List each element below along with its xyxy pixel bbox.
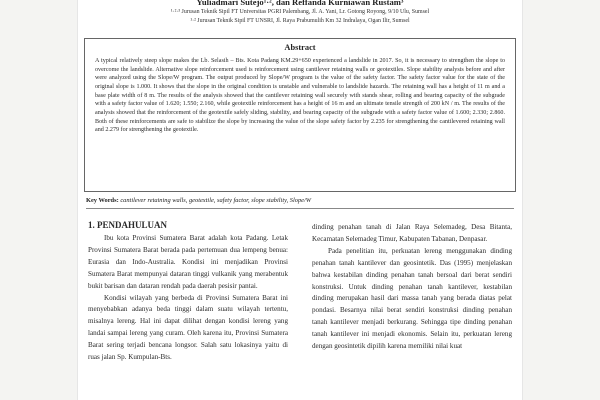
left-column [88, 219, 288, 364]
keywords-text: cantilever retaining walls, geotextile, safety factor, slope stability, Slope/W [118, 197, 312, 204]
abstract-title: Abstract [284, 43, 316, 52]
keywords [86, 196, 514, 209]
paper-page [78, 0, 522, 400]
affiliation-2: ¹·² Jurusan Teknik Sipil FT UNSRI, Jl. Raya Prabumulih Km 32 Indralaya, Ogan Ilir, Sumsel [190, 18, 410, 24]
paragraph: Ibu kota Provinsi Sumatera Barat adalah kota Padang. Letak Provinsi Sumatera Barat berada pada pertemuan dua lempeng benua: Eurasia dan Indo-Australia. Kondisi ini menjadikan Provinsi Sumatera Barat mempunyai dataran tinggi vulkanik yang merabentuk bukit barisan dan dataran rendah pada daerah pesisir pantai. [88, 234, 288, 290]
author-line: Yuliadmari Sutejo¹·², dan Reffanda Kurniawan Rustam³ [196, 0, 404, 7]
affiliation-1: ¹·²·³ Jurusan Teknik Sipil FT Universitas PGRI Palembang, Jl. A. Yani, Lr. Gotong Royong, 9/10 Ulu, Sumsel [170, 9, 430, 15]
paragraph: Pada penelitian itu, perkuatan lereng menggunakan dinding penahan tanah kantilever dan geosintetik. Das (1995) menjelaskan bahwa kestabilan dinding penahan tanah bersoal dari berat sendiri konstruksi. Untuk dinding penahan tanah kantilever, kestabilan dinding merupakan hasil dari massa tanah yang berada diatas pelat pondasi. Besarnya nilai berat sendiri konstruksi dinding penahan tanah kantilever menjadi berkurang. Sehingga tipe dinding penahan tanah kantilever ini menjadi ekonomis. Selain itu, perkuatan lereng dengan geosintetik dipilih karena memiliki nilai kuat [312, 246, 512, 351]
paragraph: dinding penahan tanah di Jalan Raya Selemadeg, Desa Bitanta, Kecamatan Selemadeg Timur, Kabupaten Tabanan, Denpasar. [312, 223, 512, 243]
keywords-label: Key Words: [86, 197, 119, 204]
section-heading: 1. PENDAHULUAN [88, 220, 168, 230]
right-column [312, 222, 512, 353]
affiliations [88, 8, 512, 26]
abstract-text: A typical relatively steep slope makes the Lb. Selasih – Bts. Kota Padang KM.29+650 experienced a landslide in 2017. So, it is necessary to strengthen the slope to overcome the landslide. Alternative slope reinforcement used is reinforcement using cantilever retaining walls or geotextiles. Slope stability analysis before and after were analyzed using the Slope/W program. The output produced by Slope/W program is the value of the safety factor. The safety factor value for the state of the original slope is 1.000. It shows that the slope in the original condition is unstable and vulnerable to landslide hazards. The retaining wall has a height of 11 m and a base plate width of 8 m. The results of the analysis showed that the cantilever retaining wall securely with stands shear, rolling and bearing capacity of the subgrade with a safety factor value of 1.620; 1.550; 2.160, while geotextile reinforcement has a height of 16 m and an ultimate tensile strength of 200 kN / m. The results of the analysis showed that the reinforcement of the geotextile safely sliding, stability, and bearing capacity of the subgrade with a safety factor value of 1.600; 2.330; 2.860. Both of these reinforcements are safe to stabilize the slope by increasing the value of the slope safety factor by 2.235 for strengthening the cantilevered retaining wall and 2.279 for strengthening the geotextile. [95, 58, 505, 134]
abstract-box [84, 38, 516, 192]
paragraph: Kondisi wilayah yang berbeda di Provinsi Sumatera Barat ini menyebabkan adanya beda tinggi dalam suatu wilayah tertentu, misalnya lereng. Hal ini dapat dilihat dengan kondisi lereng yang landai sampai lereng yang curam. Oleh karena itu, Provinsi Sumatera Barat sering terjadi bencana longsor. Salah satu lokasinya yaitu di ruas jalan Sp. Kumpulan-Bts. [88, 293, 288, 362]
